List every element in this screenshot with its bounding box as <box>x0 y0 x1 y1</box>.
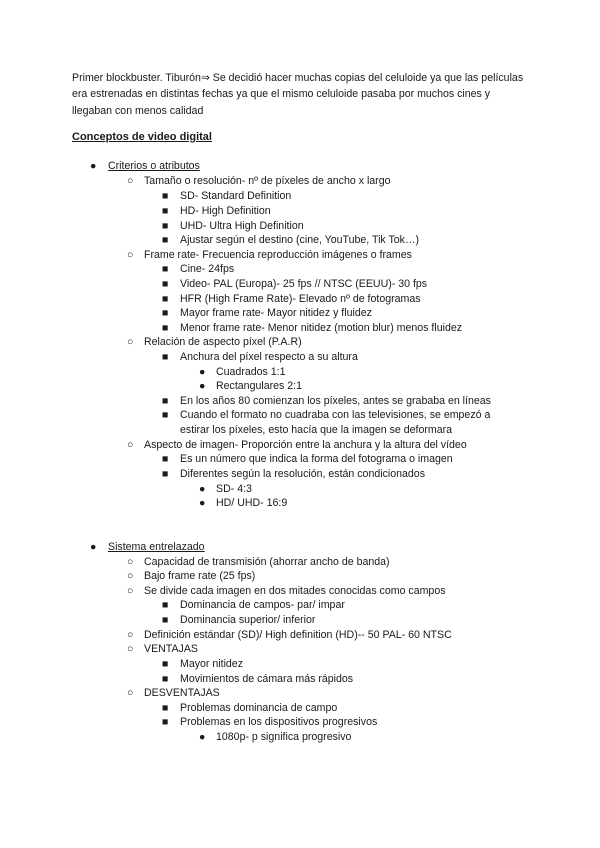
square-bullet-icon: ■ <box>162 234 169 246</box>
circle-bullet-icon: ○ <box>127 556 134 568</box>
square-bullet-icon: ■ <box>162 307 169 319</box>
list-item-level3: ■ Movimientos de cámara más rápidos <box>162 673 354 685</box>
circle-bullet-icon: ○ <box>127 249 134 261</box>
circle-bullet-icon: ○ <box>127 175 134 187</box>
list-item-level4: ● Cuadrados 1:1 <box>199 366 286 378</box>
list-item-level3: ■ Menor frame rate- Menor nitidez (motion blur) menos fluidez <box>162 322 463 334</box>
list-item-level3: ■ Video- PAL (Europa)- 25 fps // NTSC (EEUU)- 30 fps <box>162 278 428 290</box>
list-item-level2: ○ Relación de aspecto píxel (P.A.R) <box>127 336 302 348</box>
square-bullet-icon: ■ <box>162 278 169 290</box>
square-bullet-icon: ■ <box>162 205 169 217</box>
list-item-level3: ■ Cine- 24fps <box>162 263 235 275</box>
list-item-level3: ■ HFR (High Frame Rate)- Elevado nº de fotogramas <box>162 293 421 305</box>
list-item-level2: ○ Capacidad de transmisión (ahorrar ancho de banda) <box>127 556 390 568</box>
list-item-level4: ● HD/ UHD- 16:9 <box>199 497 288 509</box>
list-item-level2: ○ VENTAJAS <box>127 643 198 655</box>
square-bullet-icon: ■ <box>162 322 169 334</box>
list-item-level1 <box>90 540 205 555</box>
square-bullet-icon: ■ <box>162 293 169 305</box>
circle-bullet-icon: ○ <box>127 336 134 348</box>
list-item-level3: ■ Anchura del píxel respecto a su altura <box>162 351 358 363</box>
square-bullet-icon: ■ <box>162 453 169 465</box>
list-item-level3: ■ Ajustar según el destino (cine, YouTube, Tik Tok…) <box>162 234 420 246</box>
list-item-level4: ● 1080p- p significa progresivo <box>199 731 352 743</box>
circle-bullet-icon: ○ <box>127 439 134 451</box>
circle-bullet-icon: ○ <box>127 629 134 641</box>
list-item-level2: ○ Frame rate- Frecuencia reproducción imágenes o frames <box>127 249 412 261</box>
interlaced-title: Sistema entrelazado <box>108 541 205 553</box>
criteria-title: Criterios o atributos <box>108 160 200 172</box>
list-item-level2: ○ DESVENTAJAS <box>127 687 220 699</box>
intro-paragraph: Primer blockbuster. Tiburón⇒ Se decidió hacer muchas copias del celuloide ya que las películas era estrenadas en distintas fechas ya que el mismo celuloide pasaba por muchos cines y llegaban con menos calidad <box>72 72 524 117</box>
circle-bullet-icon: ○ <box>127 570 134 582</box>
list-item-level3: ■ Cuando el formato no cuadraba con las televisiones, se empezó a estirar los píxeles, esto hacía que la imagen se deformara <box>162 409 491 436</box>
list-item-level3: ■ Mayor frame rate- Mayor nitidez y fluidez <box>162 307 372 319</box>
square-bullet-icon: ■ <box>162 409 169 421</box>
square-bullet-icon: ■ <box>162 351 169 363</box>
square-bullet-icon: ■ <box>162 702 169 714</box>
list-item-level3: ■ Dominancia de campos- par/ impar <box>162 599 345 611</box>
section-heading: Conceptos de video digital <box>72 131 212 143</box>
list-item-level2: ○ Se divide cada imagen en dos mitades conocidas como campos <box>127 585 446 597</box>
circle-bullet-icon: ○ <box>127 585 134 597</box>
circle-bullet-icon: ○ <box>127 687 134 699</box>
disc-bullet-icon: ● <box>199 731 206 743</box>
square-bullet-icon: ■ <box>162 220 169 232</box>
list-item-level2: ○ Definición estándar (SD)/ High definition (HD)-- 50 PAL- 60 NTSC <box>127 629 452 641</box>
square-bullet-icon: ■ <box>162 658 169 670</box>
square-bullet-icon: ■ <box>162 673 169 685</box>
disc-bullet-icon: ● <box>199 380 206 392</box>
list-item-level3: ■ SD- Standard Definition <box>162 190 292 202</box>
disc-bullet-icon: ● <box>199 497 206 509</box>
square-bullet-icon: ■ <box>162 190 169 202</box>
square-bullet-icon: ■ <box>162 614 169 626</box>
disc-bullet-icon: ● <box>90 160 97 172</box>
list-item-level3: ■ UHD- Ultra High Definition <box>162 220 304 232</box>
list-item-level3: ■ Problemas en los dispositivos progresivos <box>162 716 378 728</box>
list-item-level1 <box>90 159 200 174</box>
square-bullet-icon: ■ <box>162 395 169 407</box>
list-item-level3: ■ Es un número que indica la forma del fotograma o imagen <box>162 453 453 465</box>
square-bullet-icon: ■ <box>162 599 169 611</box>
list-item-level3: ■ Mayor nitidez <box>162 658 243 670</box>
disc-bullet-icon: ● <box>199 483 206 495</box>
square-bullet-icon: ■ <box>162 468 169 480</box>
square-bullet-icon: ■ <box>162 716 169 728</box>
list-item-level3: ■ En los años 80 comienzan los píxeles, antes se grababa en líneas <box>162 395 491 407</box>
circle-bullet-icon: ○ <box>127 643 134 655</box>
square-bullet-icon: ■ <box>162 263 169 275</box>
list-item-level3: ■ Diferentes según la resolución, están condicionados <box>162 468 425 480</box>
list-item-level2: ○ Tamaño o resolución- nº de píxeles de ancho x largo <box>127 175 391 187</box>
list-item-level3: ■ Problemas dominancia de campo <box>162 702 338 714</box>
disc-bullet-icon: ● <box>90 541 97 553</box>
list-item-level4: ● SD- 4:3 <box>199 483 252 495</box>
list-item-level2: ○ Aspecto de imagen- Proporción entre la anchura y la altura del vídeo <box>127 439 467 451</box>
disc-bullet-icon: ● <box>199 366 206 378</box>
list-item-level2: ○ Bajo frame rate (25 fps) <box>127 570 256 582</box>
list-item-level4: ● Rectangulares 2:1 <box>199 380 302 392</box>
list-item-level3: ■ HD- High Definition <box>162 205 271 217</box>
list-item-level3: ■ Dominancia superior/ inferior <box>162 614 316 626</box>
